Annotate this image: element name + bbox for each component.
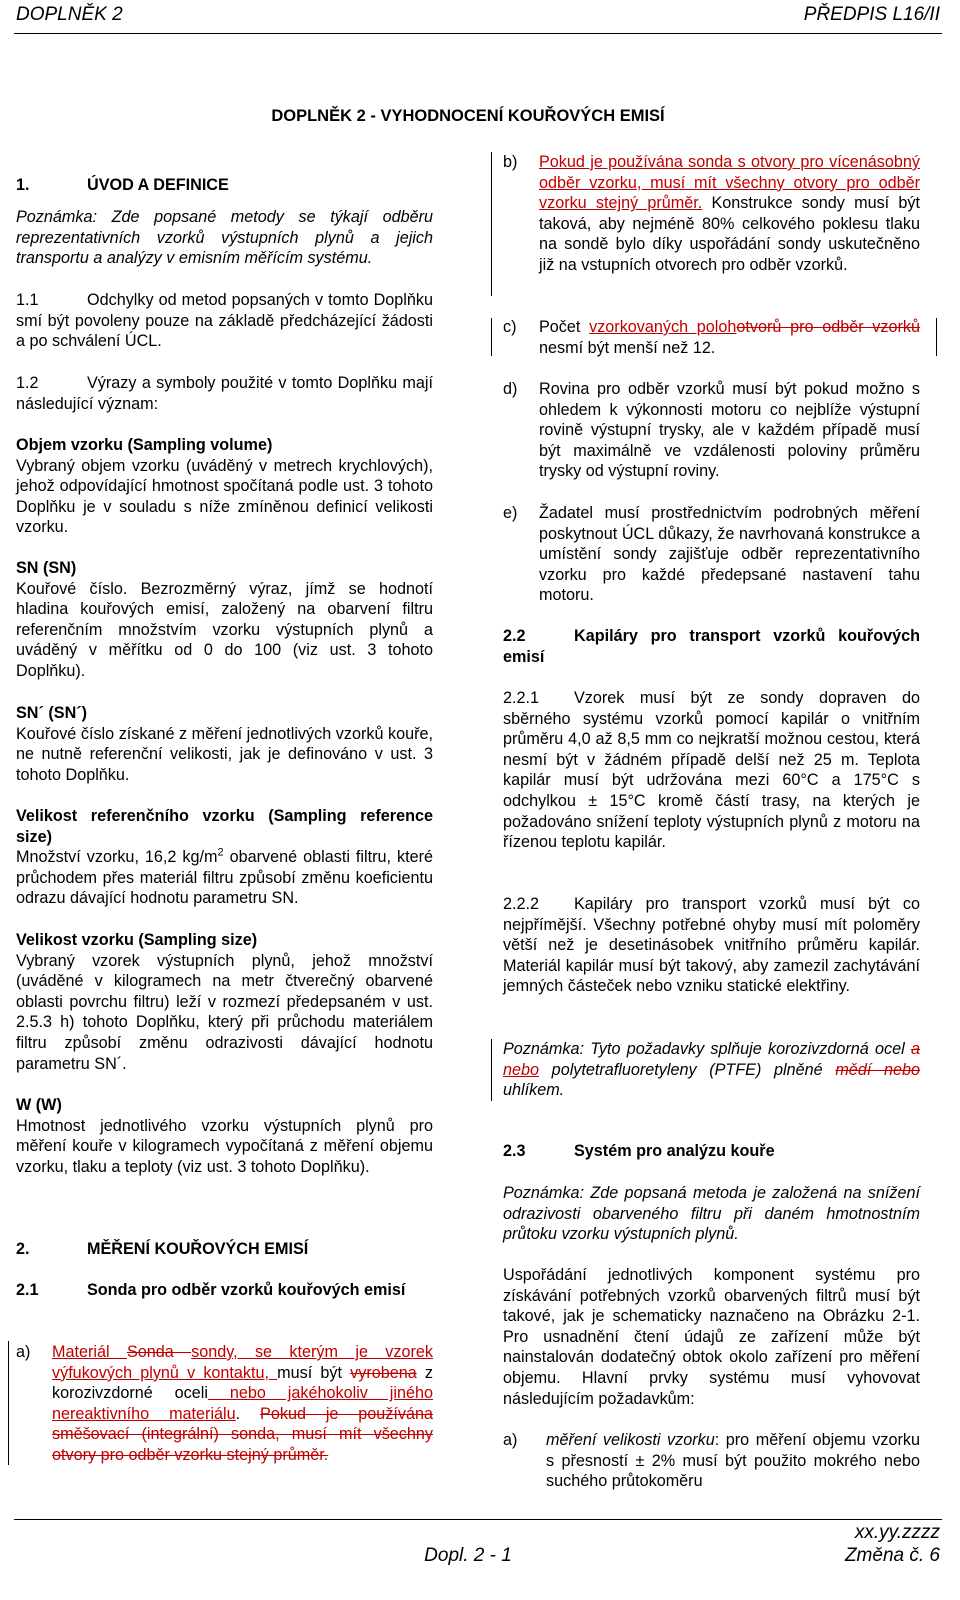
definition-sampling-size-term: Velikost vzorku (Sampling size): [16, 931, 258, 949]
section-2-heading: 2. MĚŘENÍ KOUŘOVÝCH EMISÍ: [16, 1240, 309, 1258]
change-bar: [491, 318, 492, 356]
list-item-a-right: [503, 1430, 920, 1492]
list-label: e): [503, 504, 518, 522]
definition-sn-prime: [16, 703, 433, 785]
footer-date: xx.yy.zzzz: [854, 1522, 940, 1543]
list-label: a): [503, 1431, 518, 1449]
list-item-c-text: Počet vzorkovaných polohotvorů pro odběr vzorků nesmí být menší než 12.: [539, 318, 920, 357]
list-item-d: [503, 379, 920, 482]
change-bar: [936, 318, 937, 356]
list-item-b-text: Pokud je používána sonda s otvory pro vícenásobný odběr vzorku, musí mít všechny otvory pro odběr vzorku stejný průměr. Konstrukce sondy musí být taková, aby nejméně 80% celkového poklesu tlaku na sondě bylo díky uspořádání sondy uskutečněno již na vstupních otvorech pro odběr vzorků.: [539, 153, 920, 274]
list-label: c): [503, 318, 517, 336]
definition-w-text: Hmotnost jednotlivého vzorku výstupních plynů pro měření kouře v kilogramech vypočítaná z měření objemu vzorku, tlaku a teploty (viz ust. 3 tohoto Doplňku).: [16, 1116, 433, 1176]
list-label: d): [503, 380, 518, 398]
definition-sampling-size: [16, 930, 433, 1074]
definition-objem-term: Objem vzorku (Sampling volume): [16, 436, 273, 454]
definition-sn: [16, 558, 433, 682]
paragraph-2-3: Uspořádání jednotlivých komponent systému pro získávání potřebných vzorků obarvených filtrů musí být takové, jak je schematicky naznačeno na Obrázku 2-1. Pro usnadnění čtení údajů ze zařízení může být nainstalován dodatečný obtok okolo zařízení pro měření objemu. Hlavní prvky systému musí vyhovovat následujícím požadavkům:: [503, 1266, 920, 1408]
list-item-a-right-text: měření velikosti vzorku: pro měření objemu vzorku s přesností ± 2% musí být použito mokrého nebo suchého průtokoměru: [546, 1431, 920, 1491]
paragraph-2-2-2: 2.2.2 Kapiláry pro transport vzorků musí být co nejpřímější. Všechny potřebné ohyby musí mít poloměry větší než je desetinásobek vnitřního průměru kapilár. Materiál kapilár musí být takový, aby zamezil zachytávání jemných částeček nebo vzniku statické elektřiny.: [503, 895, 920, 996]
change-bar: [491, 1039, 492, 1101]
list-item-d-text: Rovina pro odběr vzorků musí být pokud možno s ohledem k výkonnosti motoru co nejblíže výstupní rovině výstupní trysky, ale v každém případě musí být maximálně ve vzdálenosti poloviny průměru trysky od výstupní roviny.: [539, 380, 920, 481]
paragraph-1-1: 1.1 Odchylky od metod popsaných v tomto Doplňku smí být povoleny pouze na základě předcházející žádosti a po schválení ÚCL.: [16, 291, 433, 351]
paragraph-1-2: 1.2 Výrazy a symboly použité v tomto Doplňku mají následující význam:: [16, 374, 433, 413]
list-item-c: [503, 317, 920, 358]
list-label: b): [503, 153, 518, 171]
footer-page-number: Dopl. 2 - 1: [424, 1545, 512, 1566]
list-item-a-text: Materiál Sonda sondy, se kterým je vzorek výfukových plynů v kontaktu, musí být vyrobena z korozivzdorné oceli nebo jakéhokoliv jiného nereaktivního materiálu. Pokud je používána směšovací (integrální) sonda, musí mít všechny otvory pro odběr vzorku stejný průměr.: [52, 1343, 434, 1464]
paragraph-2-2-1: 2.2.1 Vzorek musí být ze sondy dopraven do sběrného systému vzorků pomocí kapilár o vnitřním průměru 4,0 až 8,5 mm co nejkratší možnou cestou, která nesmí být v žádném případě delší než 25 m. Teplota kapilár musí být udržována mezi 60°C a 175°C s odchylkou ± 15°C kromě částí trasy, na kterých je požadováno snížení teploty výstupních plynů z motoru na řízenou teplotu kapilár.: [503, 689, 920, 852]
header-left: DOPLNĚK 2: [16, 4, 123, 25]
document-title: DOPLNĚK 2 - VYHODNOCENÍ KOUŘOVÝCH EMISÍ: [271, 107, 665, 125]
definition-sn-text: Kouřové číslo. Bezrozměrný výraz, jímž se hodnotí hladina kouřových emisí, založený na obarvení filtru referenčním množstvím vzorku výstupních plynů a uváděný v měřítku od 0 do 100 (viz ust. 3 tohoto Doplňku).: [16, 579, 433, 680]
section-2-3-heading: 2.3 Systém pro analýzu kouře: [503, 1142, 775, 1160]
definition-reference-size-term: Velikost referenčního vzorku (Sampling reference size): [16, 807, 433, 846]
change-bar: [8, 1341, 9, 1465]
header-divider: [14, 33, 942, 34]
definition-objem: [16, 435, 433, 538]
definition-sn-prime-term: SN´ (SN´): [16, 704, 88, 722]
definition-sampling-size-text: Vybraný vzorek výstupních plynů, jehož množství (uváděné v kilogramech na metr čtverečný obarvené oblasti povrchu filtru) leží v rozmezí předepsaném v ust. 2.5.3 h) tohoto Doplňku, který při průchodu materiálem filtru způsobí změnu odrazivosti dávající hodnotu parametru SN´.: [16, 951, 433, 1073]
note-2: Poznámka: Tyto požadavky splňuje korozivzdorná ocel a nebo polytetrafluoretyleny (PTFE) plněné mědí nebo uhlíkem.: [503, 1040, 920, 1100]
definition-sn-prime-text: Kouřové číslo získané z měření jednotlivých vzorků kouře, ne nutně referenční velikosti, jak je definováno v ust. 3 tohoto Doplňku.: [16, 724, 433, 784]
definition-w-term: W (W): [16, 1096, 62, 1114]
list-item-b: [503, 152, 920, 276]
list-item-a-left: [16, 1342, 433, 1466]
list-label: a): [16, 1343, 31, 1361]
footer-change: Změna č. 6: [844, 1545, 940, 1566]
footer-divider: [14, 1519, 942, 1520]
list-item-e: [503, 503, 920, 606]
header-right: PŘEDPIS L16/II: [803, 4, 940, 25]
section-2-1-heading: 2.1 Sonda pro odběr vzorků kouřových emisí: [16, 1281, 406, 1299]
note-3: Poznámka: Zde popsaná metoda je založená na snížení odrazivosti obarveného filtru při daném hmotnostním průtoku vzorku výstupních plynů.: [503, 1184, 920, 1244]
definition-sn-term: SN (SN): [16, 559, 77, 577]
definition-objem-text: Vybraný objem vzorku (uváděný v metrech krychlových), jehož odpovídající hmotnost spočítaná podle ust. 3 tohoto Doplňku je v souladu s níže zmíněnou definicí velikosti vzorku.: [16, 456, 433, 537]
note-1: Poznámka: Zde popsané metody se týkají odběru reprezentativních vzorků výstupních plynů a jejich transportu a analýzy v emisním měřícím systému.: [16, 208, 433, 268]
definition-w: [16, 1095, 433, 1177]
list-item-e-text: Žadatel musí prostřednictvím podrobných měření poskytnout ÚCL důkazy, že navrhovaná konstrukce a umístění sondy zajišťuje odběr reprezentativního vzorku pro každé předepsané nastavení tahu motoru.: [539, 504, 920, 605]
definition-reference-size: [16, 806, 433, 909]
section-1-heading: 1. ÚVOD A DEFINICE: [16, 176, 229, 194]
change-bar: [491, 152, 492, 296]
section-2-2-heading: 2.2 Kapiláry pro transport vzorků kouřových emisí: [503, 627, 920, 666]
definition-reference-size-text: Množství vzorku, 16,2 $kg/m^2$ obarvené oblasti filtru, které průchodem přes materiál filtru způsobí změnu koeficientu odrazu dávající hodnotu parametru SN.: [16, 846, 433, 908]
